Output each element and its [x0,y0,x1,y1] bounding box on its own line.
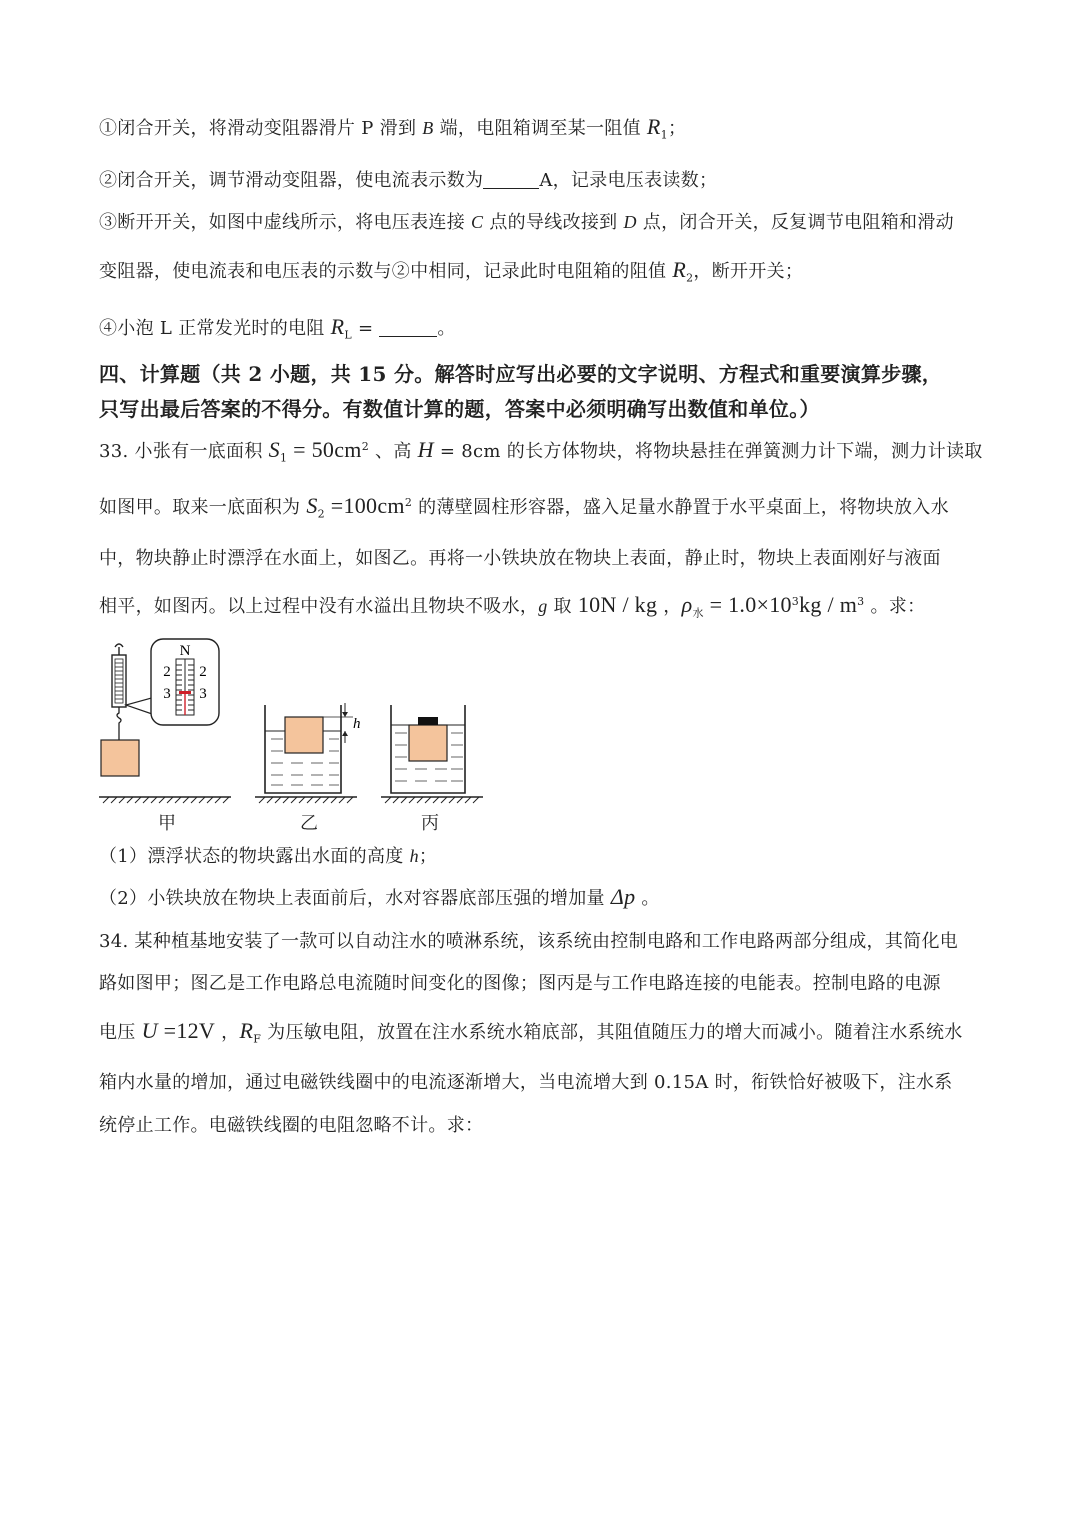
q33-l4-comma: ， [657,596,682,617]
scale-callout [126,639,219,725]
step-2-text: ②闭合开关，调节滑动变阻器，使电流表示数为 [99,170,484,191]
q34-line-4: 箱内水量的增加，通过电磁铁线圈中的电流逐渐增大，当电流增大到 0.15A 时，衔铁恰好被吸下，注水系 [99,1072,953,1093]
block-bing [409,725,447,761]
rl-equals: = [351,318,380,339]
r2-symbol: R [672,257,687,282]
tick-2-right: 2 [199,664,207,680]
rl-sub: L [344,328,352,342]
s2-sup: 2 [404,496,413,509]
rho-value: = 1.0×10 [703,592,792,617]
q33-l4-end: 。求： [864,596,926,617]
step-3-text-2: 点的导线改接到 [483,212,624,233]
step-3-text: ③断开开关，如图中虚线所示，将电压表连接 [99,212,472,233]
n-label: N [179,643,191,659]
s1-sub: 1 [279,451,288,465]
u-symbol: U [141,1018,158,1043]
s2-symbol: S [306,493,318,518]
g-symbol: g [538,596,548,616]
s2-value: =100cm [324,493,405,518]
block-yi [285,717,323,753]
rf-symbol: R [239,1018,254,1043]
q34-line-1: 34. 某种植基地安装了一款可以自动注水的喷淋系统，该系统由控制电路和工作电路两部分组成，其简化电 [99,931,959,952]
q33-part-2 [99,884,660,910]
q33-line-3: 中，物块静止时漂浮在水面上，如图乙。再将一小铁块放在物块上表面，静止时，物块上表面刚好与液面 [99,548,941,569]
resistance-blank[interactable] [379,320,437,337]
step-3 [99,208,954,234]
step-3-line2-text: 变阻器，使电流表和电压表的示数与②中相同，记录此时电阻箱的阻值 [99,261,673,282]
iron-block [418,717,438,725]
q33-p2-end: 。 [635,888,660,909]
rf-sub: F [253,1032,262,1046]
s1-value: = 50cm [287,437,362,462]
step-1-end: ； [667,118,687,139]
h-label: h [353,716,361,732]
q33-l2-text: 如图甲。取来一底面积为 [99,497,307,518]
rho-symbol: ρ [681,592,693,617]
g-value: 10N / kg [577,592,658,617]
step-1 [99,114,686,142]
rho-unit-sup: 3 [857,595,865,608]
q33-line-1 [99,437,983,465]
tick-2-left: 2 [163,664,171,680]
q34-line-2: 路如图甲；图乙是工作电路总电流随时间变化的图像；图丙是与工作电路连接的电能表。控制电路的电源 [99,973,941,994]
ground-jia [99,797,231,803]
r1-sub: 1 [660,128,668,142]
q34-line-5: 统停止工作。电磁铁线圈的电阻忽略不计。求： [99,1115,484,1136]
s1-symbol: S [268,437,280,462]
point-c: C [471,212,484,232]
p1-h-symbol: h [409,846,419,866]
q33-l1-text-3: = 8cm 的长方体物块，将物块悬挂在弹簧测力计下端，测力计读取 [433,441,983,462]
q33-part-1 [99,842,437,868]
step-4 [99,314,456,342]
r1-symbol: R [646,114,661,139]
rl-symbol: R [330,314,345,339]
step-4-end: 。 [437,318,456,339]
r2-sub: 2 [686,271,694,285]
point-b: B [422,118,434,138]
section-heading-line-2: 只写出最后答案的不得分。有数值计算的题，答案中必须明确写出数值和单位。） [99,397,820,421]
spring-scale [101,644,139,776]
ground-yi [255,797,357,803]
current-blank[interactable] [483,172,539,189]
q33-l4-text-2: 取 [547,596,578,617]
rho-unit: kg / m [799,592,858,617]
delta-p-symbol: Δp [610,884,636,909]
step-3-line-2 [99,257,803,285]
caption-bing: 丙 [421,813,439,834]
caption-yi: 乙 [300,813,318,834]
q33-line-2 [99,493,949,521]
step-1-text-2: 端，电阻箱调至某一阻值 [433,118,647,139]
ground-bing [381,797,483,803]
step-2-text-2: A，记录电压表读数； [539,170,718,191]
q34-l3-text-2: 为压敏电阻，放置在注水系统水箱底部，其阻值随压力的增大而减小。随着注水系统水 [261,1022,963,1043]
q33-p1-text: （1）漂浮状态的物块露出水面的高度 [99,846,410,867]
step-3-text-3: 点，闭合开关，反复调节电阻箱和滑动 [636,212,954,233]
q33-p2-text: （2）小铁块放在物块上表面前后，水对容器底部压强的增加量 [99,888,611,909]
tick-3-left: 3 [163,686,171,702]
h-symbol: H [417,437,434,462]
block-jia [101,740,139,776]
tick-3-right: 3 [199,686,207,702]
q33-l1-text: 33. 小张有一底面积 [99,441,269,462]
q34-line-3 [99,1018,963,1046]
q34-l3-text: 电压 [99,1022,142,1043]
u-value: =12V [157,1018,216,1043]
q33-figure [95,633,495,805]
q33-l4-text: 相平，如图丙。以上过程中没有水溢出且物块不吸水， [99,596,539,617]
rho-sup: 3 [791,595,800,608]
s2-sub: 2 [317,507,325,521]
step-2 [99,166,717,192]
step-3-line2-end: ，断开开关； [693,261,804,282]
caption-jia: 甲 [158,813,176,834]
s1-sup: 2 [361,440,369,453]
q33-l2-text-2: 的薄壁圆柱形容器，盛入足量水静置于水平桌面上，将物块放入水 [412,497,949,518]
container-yi [265,703,361,793]
point-d: D [623,212,637,232]
q33-line-4 [99,592,925,621]
step-4-text: ④小泡 L 正常发光时的电阻 [99,318,331,339]
section-heading-line-1: 四、计算题（共 2 小题，共 15 分。解答时应写出必要的文字说明、方程式和重要演算步骤， [99,362,943,386]
q33-p1-end: ； [418,846,438,867]
step-1-text: ①闭合开关，将滑动变阻器滑片 P 滑到 [99,118,423,139]
rho-sub: 水 [692,606,704,620]
container-bing [391,705,465,793]
q33-l1-text-2: 、高 [369,441,418,462]
q34-l3-comma: ， [215,1022,240,1043]
